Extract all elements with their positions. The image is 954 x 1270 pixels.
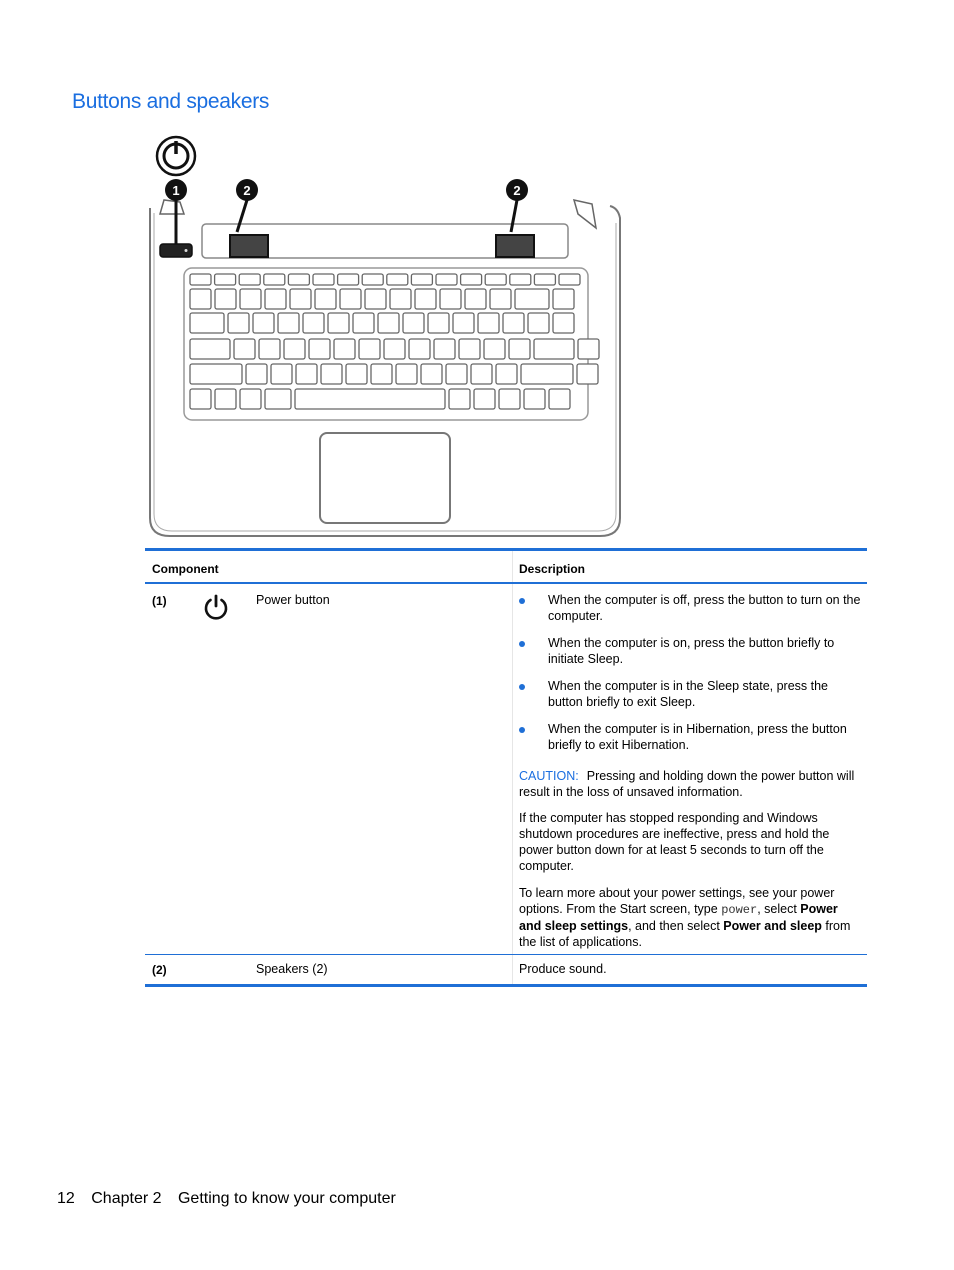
keyboard-key <box>190 289 211 309</box>
keyboard-key <box>415 289 436 309</box>
row-number: (2) <box>152 963 167 977</box>
keyboard-key <box>246 364 267 384</box>
keyboard-key <box>510 274 531 285</box>
keyboard-key <box>265 389 291 409</box>
keyboard-key <box>353 313 374 333</box>
keyboard-key <box>190 274 211 285</box>
table-header <box>145 551 867 582</box>
keyboard-key <box>288 274 309 285</box>
keyboard-key <box>190 364 242 384</box>
keyboard-key <box>190 313 224 333</box>
keyboard-key <box>309 339 330 359</box>
page-title: Buttons and speakers <box>72 90 270 113</box>
keyboard-key <box>278 313 299 333</box>
keyboard-key <box>228 313 249 333</box>
caution-label: CAUTION: <box>519 768 579 783</box>
page-number: 12 <box>57 1190 75 1207</box>
component-description: Produce sound. <box>519 962 607 976</box>
keyboard-key <box>371 364 392 384</box>
svg-text:2: 2 <box>513 183 521 198</box>
callout-2-right <box>506 179 528 201</box>
keyboard-key <box>478 313 499 333</box>
keyboard-key <box>578 339 599 359</box>
keyboard-key <box>553 313 574 333</box>
chapter-label: Chapter 2 <box>91 1190 162 1207</box>
keyboard-key <box>453 313 474 333</box>
keyboard-key <box>534 274 555 285</box>
keyboard-key <box>521 364 573 384</box>
keyboard-key <box>459 339 480 359</box>
laptop-illustration <box>140 128 640 548</box>
keyboard-key <box>215 289 236 309</box>
keyboard-key <box>290 289 311 309</box>
keyboard-key <box>253 313 274 333</box>
keyboard-key <box>503 313 524 333</box>
keyboard-key <box>240 389 261 409</box>
keyboard-key <box>265 289 286 309</box>
keyboard-key <box>471 364 492 384</box>
keyboard-key <box>384 339 405 359</box>
keyboard-key <box>284 339 305 359</box>
keyboard-key <box>365 289 386 309</box>
keyboard-key <box>215 274 236 285</box>
keyboard-key <box>359 339 380 359</box>
keyboard-key <box>577 364 598 384</box>
keyboard-key <box>496 364 517 384</box>
svg-text:2: 2 <box>243 183 251 198</box>
keyboard-key <box>215 389 236 409</box>
svg-text:1: 1 <box>172 183 180 198</box>
power-symbol-icon <box>157 137 195 175</box>
keyboard-key <box>485 274 506 285</box>
keyboard-key <box>190 339 230 359</box>
callout-1 <box>165 179 187 201</box>
keyboard-key <box>490 289 511 309</box>
row-number: (1) <box>152 593 167 608</box>
keyboard-key <box>446 364 467 384</box>
code-power: power <box>721 902 758 917</box>
page-footer <box>57 1190 408 1208</box>
keyboard-key <box>534 339 574 359</box>
header-component: Component <box>152 562 219 576</box>
keyboard-key <box>338 274 359 285</box>
keyboard-key <box>409 339 430 359</box>
keyboard-key <box>484 339 505 359</box>
keyboard-key <box>421 364 442 384</box>
component-table <box>145 548 867 987</box>
keyboard-key <box>303 313 324 333</box>
keyboard-key <box>295 389 445 409</box>
keyboard-key <box>340 289 361 309</box>
keyboard-key <box>465 289 486 309</box>
keyboard-key <box>553 289 574 309</box>
keyboard-key <box>440 289 461 309</box>
keyboard-key <box>515 289 549 309</box>
keyboard-key <box>315 289 336 309</box>
keyboard-key <box>313 274 334 285</box>
keyboard-key <box>434 339 455 359</box>
keyboard-key <box>428 313 449 333</box>
table-row <box>145 955 867 984</box>
keyboard-key <box>449 389 470 409</box>
shutdown-paragraph: If the computer has stopped responding and Windows shutdown procedures are ineffective, press and hold the power button down for at least 5 seconds to turn off the computer. <box>519 810 830 873</box>
keyboard-key <box>499 389 520 409</box>
caution-note <box>519 768 861 800</box>
keyboard-key <box>559 274 580 285</box>
keyboard-key <box>259 339 280 359</box>
keyboard-key <box>549 389 570 409</box>
keyboard-key <box>403 313 424 333</box>
keyboard-key <box>411 274 432 285</box>
component-name: Speakers (2) <box>256 962 328 976</box>
table-bottom-rule <box>145 984 867 987</box>
keyboard-key <box>240 289 261 309</box>
keyboard-key <box>396 364 417 384</box>
keyboard-key <box>524 389 545 409</box>
keyboard-key <box>390 289 411 309</box>
keyboard-key <box>346 364 367 384</box>
keyboard-key <box>296 364 317 384</box>
keyboard-key <box>436 274 457 285</box>
keyboard-key <box>334 339 355 359</box>
keyboard-key <box>528 313 549 333</box>
table-row: (1) Power button When the computer is off, press the button to turn on the computer. When the computer is on, press the button briefly to initiate Sleep. When the computer is in the Sleep state, press the button briefly to exit Sleep. When the computer is in Hibernation, press the button briefly to exit Hibernation. CAUTION: Pressing and holding down the power button will result in the loss of unsaved information. If the computer has stopped responding and Windows shutdown procedures are ineffective, press and hold the power button down for at least 5 seconds to turn off the computer. To learn more about your power settings, see your power options. From the Start screen, type power, select Power and sleep settings, and then select Power and sleep from the list of applications. <box>145 584 867 954</box>
keyboard-key <box>234 339 255 359</box>
power-icon <box>201 592 231 622</box>
keyboard-key <box>378 313 399 333</box>
component-name: Power button <box>256 592 330 607</box>
keyboard-key <box>264 274 285 285</box>
learn-more-paragraph: To learn more about your power settings, see your power options. From the Start screen, type power, select Power and sleep settings, and then select Power and sleep from the list of applications. <box>519 885 851 949</box>
keyboard-key <box>387 274 408 285</box>
keyboard-key <box>321 364 342 384</box>
keyboard-key <box>328 313 349 333</box>
keyboard-key <box>461 274 482 285</box>
callout-2-left <box>236 179 258 201</box>
chapter-title: Getting to know your computer <box>177 1190 396 1207</box>
keyboard-key <box>190 389 211 409</box>
keyboard-key <box>271 364 292 384</box>
caution-text: Pressing and holding down the power button will result in the loss of unsaved information. <box>519 768 855 799</box>
keyboard-key <box>509 339 530 359</box>
keyboard-key <box>474 389 495 409</box>
keyboard-key <box>239 274 260 285</box>
keyboard-key <box>362 274 383 285</box>
header-description: Description <box>519 562 586 576</box>
